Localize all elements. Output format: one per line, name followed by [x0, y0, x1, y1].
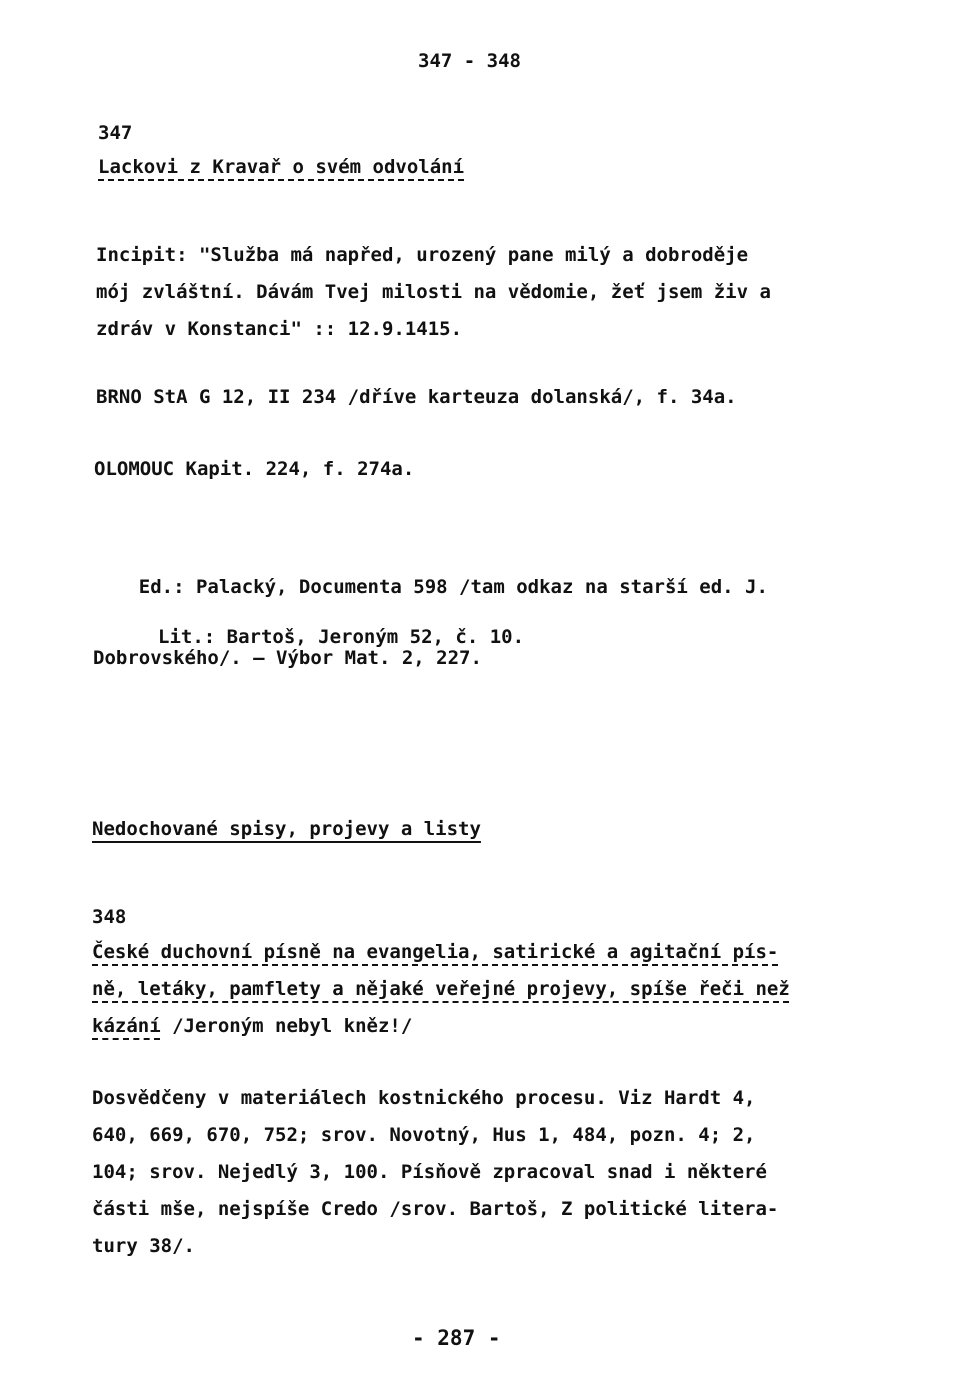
edition-paragraph [93, 530, 853, 716]
title-348-kazani: kázání [92, 1015, 161, 1037]
title-348-line-2: ně, letáky, pamflety a nějaké veřejné projevy, spíše řeči než [92, 978, 790, 1000]
title-348-line-1: České duchovní písně na evangelia, satirické a agitační pís- [92, 941, 779, 963]
entry-348-text [92, 1080, 852, 1265]
incipit-line-3: zdráv v Konstanci" :: 12.9.1415. [96, 318, 463, 340]
incipit-paragraph [96, 237, 856, 348]
section-heading [92, 818, 481, 840]
source-olomouc: OLOMOUC Kapit. 224, f. 274a. [94, 458, 415, 480]
text-348-line-1: Dosvědčeny v materiálech kostnického procesu. Viz Hardt 4, [92, 1087, 756, 1109]
text-348-line-5: tury 38/. [92, 1235, 195, 1257]
text-348-line-4: části mše, nejspíše Credo /srov. Bartoš, Z politické litera- [92, 1198, 779, 1220]
entry-number-347: 347 [98, 122, 133, 144]
entry-title-347: Lackovi z Kravař o svém odvolání [98, 156, 465, 178]
edition-line-1: Ed.: Palacký, Documenta 598 /tam odkaz na starší ed. J. [93, 576, 768, 598]
page-number: - 287 - [412, 1326, 501, 1350]
source-brno: BRNO StA G 12, II 234 /dříve karteuza dolanská/, f. 34a. [96, 386, 737, 408]
literature-line: Lit.: Bartoš, Jeroným 52, č. 10. [158, 626, 525, 648]
text-348-line-2: 640, 669, 670, 752; srov. Novotný, Hus 1, 484, pozn. 4; 2, [92, 1124, 756, 1146]
page-header-range: 347 - 348 [418, 50, 521, 72]
incipit-line-1: Incipit: "Služba má napřed, urozený pane milý a dobroděje [96, 244, 749, 266]
title-348-note: /Jeroným nebyl kněz!/ [160, 1015, 413, 1037]
text-348-line-3: 104; srov. Nejedlý 3, 100. Písňově zpracoval snad i některé [92, 1161, 767, 1183]
entry-number-348: 348 [92, 906, 127, 928]
entry-title-348 [92, 934, 852, 1045]
incipit-line-2: mój zvláštní. Dávám Tvej milosti na vědomie, žeť jsem živ a [96, 281, 771, 303]
title-348-line-3 [92, 1008, 852, 1045]
section-heading-text: Nedochované spisy, projevy a listy [92, 818, 481, 840]
edition-line-2: Dobrovského/. — Výbor Mat. 2, 227. [93, 647, 482, 669]
